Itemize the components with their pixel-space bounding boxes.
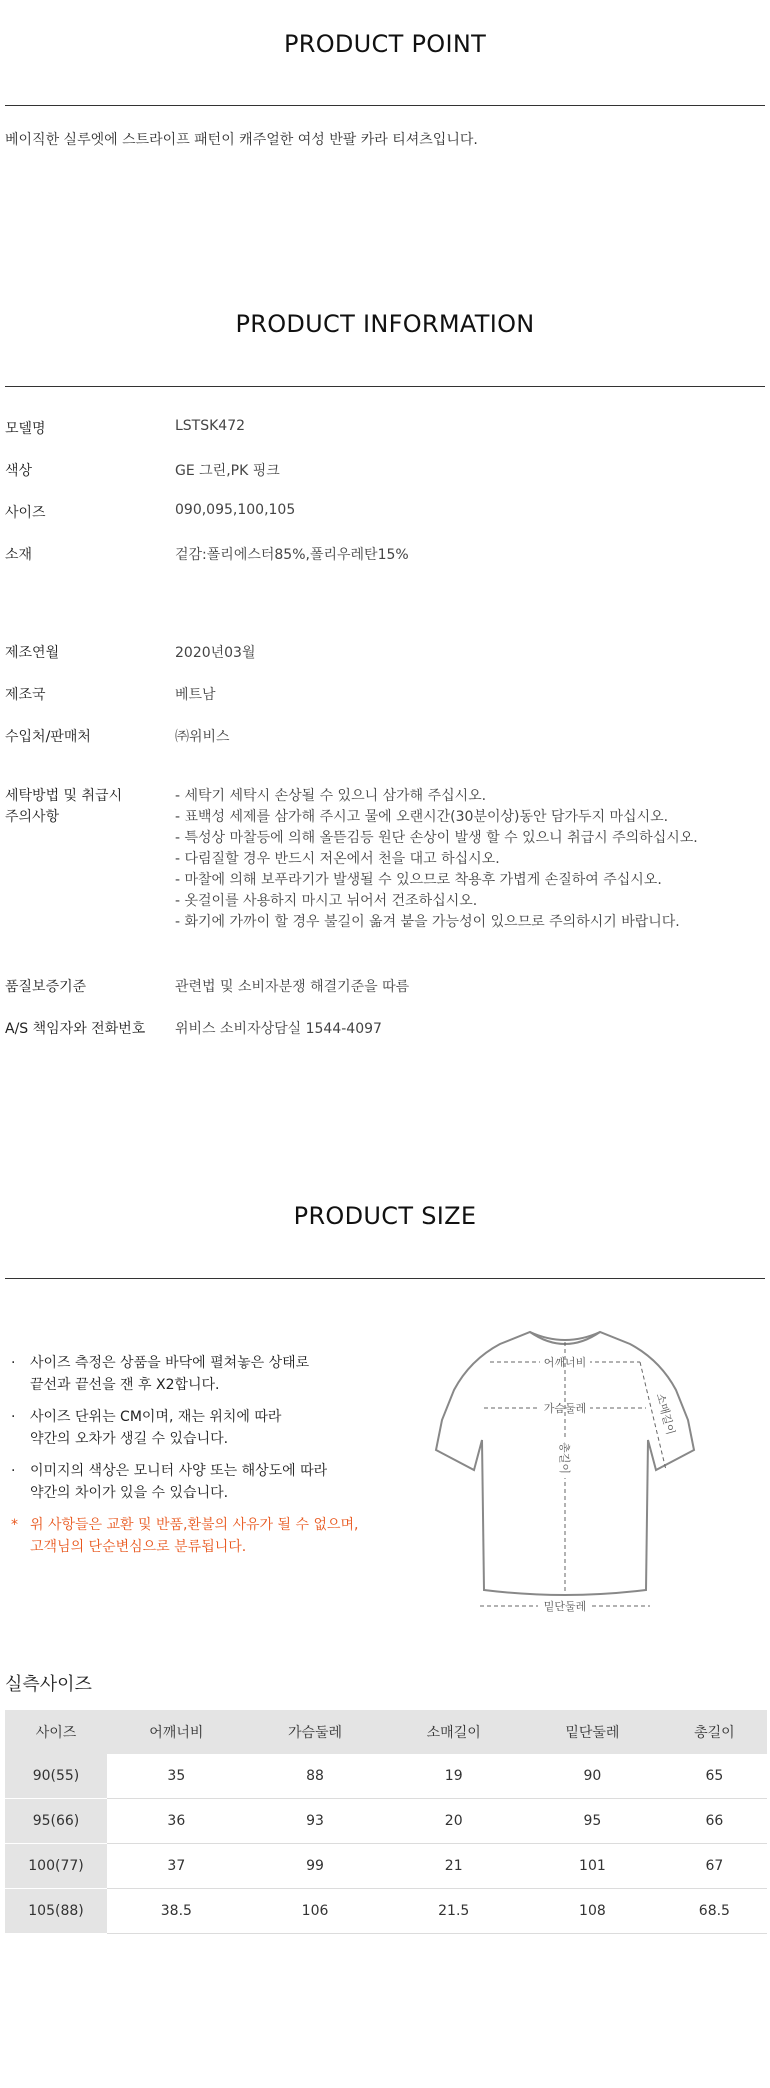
note-line: 고객님의 단순변심으로 분류됩니다. [30,1539,247,1555]
table-header: 사이즈 [5,1710,107,1754]
note-bullet: · [11,1409,16,1425]
note-bullet: · [11,1355,16,1371]
care-line: - 다림질할 경우 반드시 저온에서 천을 대고 하십시오. [175,851,500,867]
info-label: 품질보증기준 [5,979,87,995]
table-header: 가슴둘레 [246,1710,385,1754]
table-cell: 65 [662,1754,767,1799]
table-cell: 99 [246,1844,385,1889]
info-label: 소재 [5,547,33,563]
size-note [8,1352,408,1396]
product-size-title: PRODUCT SIZE [293,1202,477,1230]
table-row [5,1754,767,1799]
table-cell: 106 [246,1889,385,1934]
table-cell: 36 [107,1799,246,1844]
table-cell: 37 [107,1844,246,1889]
section-divider [5,1278,765,1279]
table-header: 총길이 [662,1710,767,1754]
table-cell: 67 [662,1844,767,1889]
size-note [8,1460,408,1504]
table-header: 소매길이 [384,1710,523,1754]
note-bullet: * [11,1517,18,1533]
info-label: 모델명 [5,421,46,437]
table-cell: 101 [523,1844,662,1889]
table-cell: 93 [246,1799,385,1844]
table-cell: 95(66) [5,1799,107,1844]
info-value: 관련법 및 소비자분쟁 해결기준을 따름 [175,979,410,995]
section-divider [5,386,765,387]
table-cell: 35 [107,1754,246,1799]
care-line: - 세탁기 세탁시 손상될 수 있으니 삼가해 주십시오. [175,788,487,804]
note-line: 끝선과 끝선을 잰 후 X2합니다. [30,1377,220,1393]
size-note [8,1406,408,1450]
diagram-label-length: 총길이 [558,1442,571,1474]
diagram-label-sleeve: 소매길이 [653,1391,678,1437]
info-label: 제조연월 [5,645,60,661]
actual-size-title: 실측사이즈 [5,1674,92,1695]
table-cell: 88 [246,1754,385,1799]
product-point-title: PRODUCT POINT [283,30,487,58]
table-header: 어깨너비 [107,1710,246,1754]
note-line: 약간의 차이가 있을 수 있습니다. [30,1485,229,1501]
diagram-label-chest: 가슴둘레 [543,1402,587,1415]
note-bullet: · [11,1463,16,1479]
info-label: 사이즈 [5,505,46,521]
note-line: 이미지의 색상은 모니터 사양 또는 해상도에 따라 [30,1463,328,1479]
note-line: 사이즈 측정은 상품을 바닥에 펼쳐놓은 상태로 [30,1355,310,1371]
care-label-line2: 주의사항 [5,809,60,825]
product-information-title: PRODUCT INFORMATION [235,310,535,338]
info-label: 색상 [5,463,33,479]
table-row [5,1799,767,1844]
info-label: A/S 책임자와 전화번호 [5,1021,146,1037]
table-cell: 100(77) [5,1844,107,1889]
product-description: 베이직한 실루엣에 스트라이프 패턴이 캐주얼한 여성 반팔 카라 티셔츠입니다. [5,132,478,148]
info-value: 090,095,100,105 [175,502,296,518]
info-value: 겉감:폴리에스터85%,폴리우레탄15% [175,547,409,563]
diagram-label-hem: 밑단둘레 [543,1600,587,1613]
care-label-line1: 세탁방법 및 취급시 [5,788,123,804]
info-value: ㈜위비스 [175,729,230,745]
care-line: - 특성상 마찰등에 의해 올뜯김등 원단 손상이 발생 할 수 있으니 취급시 주의하십시오. [175,830,698,846]
care-line: - 화기에 가까이 할 경우 불길이 옮겨 붙을 가능성이 있으므로 주의하시기 바랍니다. [175,914,680,930]
table-cell: 66 [662,1799,767,1844]
table-cell: 21 [384,1844,523,1889]
table-header-row [5,1710,767,1754]
care-instructions [175,786,765,933]
table-cell: 68.5 [662,1889,767,1934]
table-cell: 38.5 [107,1889,246,1934]
table-cell: 108 [523,1889,662,1934]
care-line: - 표백성 세제를 삼가해 주시고 물에 오랜시간(30분이상)동안 담가두지 마십시오. [175,809,669,825]
table-cell: 20 [384,1799,523,1844]
care-line: - 마찰에 의해 보푸라기가 발생될 수 있으므로 착용후 가볍게 손질하여 주십시오. [175,872,662,888]
diagram-label-shoulder: 어깨너비 [543,1356,587,1369]
size-notes [8,1352,408,1568]
care-label [5,786,165,828]
table-cell: 19 [384,1754,523,1799]
size-table [5,1710,767,1934]
note-line: 위 사항들은 교환 및 반품,환불의 사유가 될 수 없으며, [30,1517,359,1533]
table-header: 밑단둘레 [523,1710,662,1754]
table-row [5,1844,767,1889]
info-value: 2020년03월 [175,645,256,661]
info-label: 수입처/판매처 [5,729,91,745]
size-note-warning [8,1514,408,1558]
table-cell: 90(55) [5,1754,107,1799]
table-cell: 21.5 [384,1889,523,1934]
table-cell: 90 [523,1754,662,1799]
info-value: LSTSK472 [175,418,246,434]
section-divider [5,105,765,106]
tshirt-measurement-diagram [430,1320,700,1620]
note-line: 약간의 오차가 생길 수 있습니다. [30,1431,229,1447]
info-value: GE 그린,PK 핑크 [175,463,280,479]
table-row [5,1889,767,1934]
info-value: 위비스 소비자상담실 1544-4097 [175,1021,382,1037]
note-line: 사이즈 단위는 CM이며, 재는 위치에 따라 [30,1409,282,1425]
care-line: - 옷걸이를 사용하지 마시고 뉘어서 건조하십시오. [175,893,478,909]
table-cell: 95 [523,1799,662,1844]
info-value: 베트남 [175,687,216,703]
info-label: 제조국 [5,687,46,703]
table-cell: 105(88) [5,1889,107,1934]
